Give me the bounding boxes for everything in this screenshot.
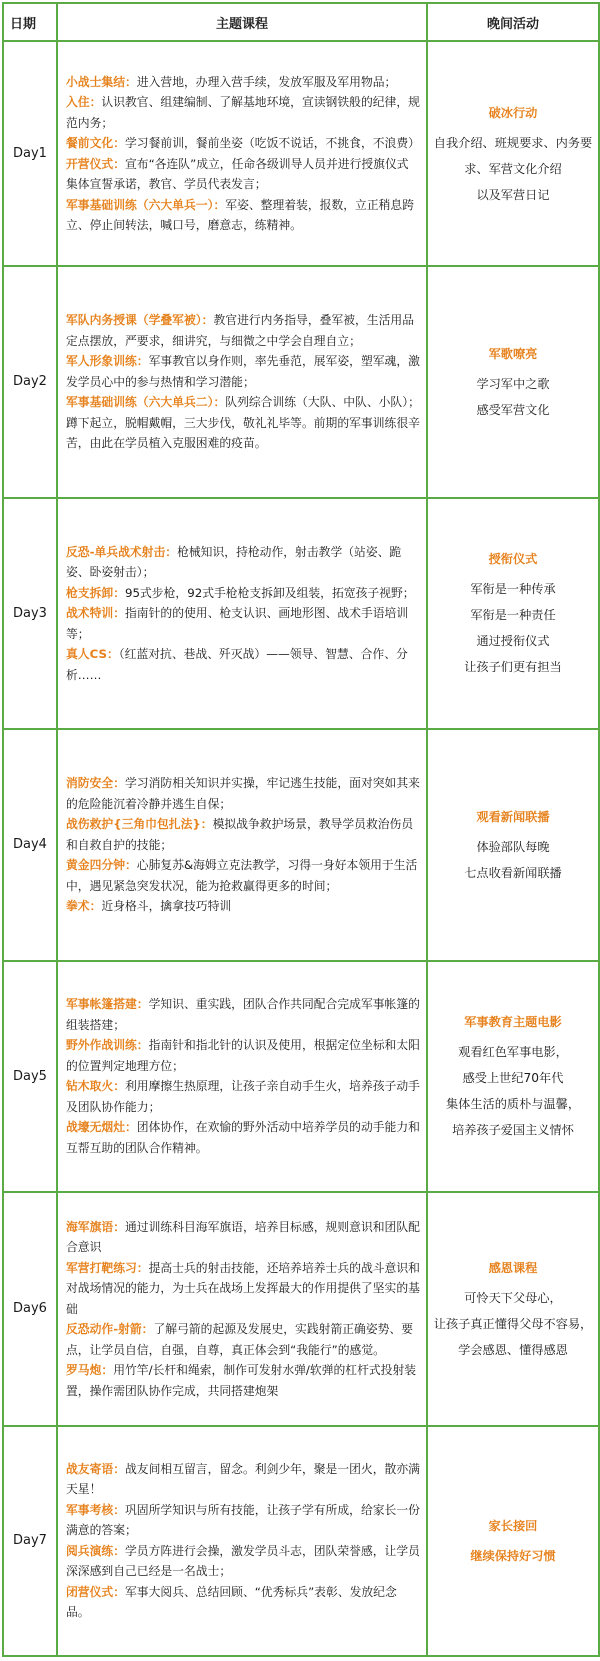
course-item-text: 利用摩擦生热原理，让孩子亲自动手生火，培养孩子动手及团队协作能力； [66,1079,420,1114]
course-item [66,1035,420,1076]
course-item [66,583,420,604]
course-item-title: 开营仪式： [66,156,125,171]
course-cell [57,498,427,729]
course-cell [57,729,427,960]
day-row [3,961,599,1192]
evening-line: 感受上世纪70年代 [462,1071,564,1086]
table-header-row [3,3,599,41]
course-item-text: 团体协作，在欢愉的野外活动中培养学员的动手能力和互帮互助的团队合作精神。 [66,1120,420,1155]
course-item-title: 战伤救护{三角巾包扎法}： [66,817,213,832]
course-cell [57,1426,427,1656]
course-item-title: 军事帐篷搭建： [66,997,149,1012]
course-item [66,351,420,392]
evening-title: 授衔仪式 [488,552,538,567]
course-cell [57,41,427,266]
evening-line: 集体生活的质朴与温馨， [445,1097,581,1112]
evening-cell [427,729,599,960]
course-item-title: 黄金四分钟： [66,858,137,873]
course-cell [57,1192,427,1426]
course-item-text: 了解弓箭的起源及发展史，实践射箭正确姿势、要点，让学员自信，自强，自尊，真正体会到“我能行”的感觉。 [66,1322,414,1357]
course-item [66,603,420,644]
evening-line: 可怜天下父母心， [464,1290,562,1305]
course-item-title: 战术特训： [66,606,125,621]
evening-line: 学习军中之歌 [476,376,550,391]
header-course: 主题课程 [57,3,427,41]
course-item-title: 军事考核： [66,1502,125,1517]
evening-line: 继续保持好习惯 [470,1548,556,1563]
course-item-title: 军事基础训练（六大单兵二）： [66,395,226,410]
course-item [66,195,420,236]
course-item-text: 学习消防相关知识并实操，牢记逃生技能，面对突如其来的危险能沉着冷静并逃生自保； [66,776,420,811]
day-label: Day5 [3,961,57,1192]
course-item-text: 枪械知识，持枪动作，射击教学（站姿、跪姿、卧姿射击）； [66,544,402,580]
course-item-title: 阅兵演练： [66,1543,125,1558]
evening-title: 军歌嘹亮 [488,346,538,361]
evening-title: 感恩课程 [488,1260,538,1275]
course-item [66,392,420,454]
evening-line: 通过授衔仪式 [476,634,550,649]
course-item-text: 95式步枪，92式手枪枪支拆卸及组装，拓宽孩子视野； [125,585,415,600]
evening-line: 观看红色军事电影， [458,1045,568,1060]
course-item [66,1117,420,1158]
course-item-title: 战友寄语： [66,1461,125,1476]
day-label: Day7 [3,1426,57,1656]
course-cell [57,266,427,497]
day-row [3,266,599,497]
course-item-text: 学员方阵进行会操，激发学员斗志，团队荣誉感，让学员深深感到自己已经是一名战士； [66,1543,420,1579]
course-item [66,814,420,855]
evening-line: 培养孩子爱国主义情怀 [452,1123,574,1138]
course-item-text: 心肺复苏&海姆立克法教学，习得一身好本领用于生活中，遇见紧急突发状况，能为抢救赢得更多的时间； [66,858,418,893]
course-item-title: 反恐动作-射箭： [66,1322,154,1337]
evening-line: 让孩子们更有担当 [464,660,562,675]
day-row [3,41,599,266]
evening-title: 破冰行动 [488,105,538,120]
course-item-text: 战友间相互留言，留念。利剑少年，聚是一团火，散亦满天星！ [66,1461,420,1497]
course-item-text: 认识教官、组建编制、了解基地环境，宣读钢铁般的纪律，规范内务； [66,95,420,130]
course-item [66,154,420,195]
evening-line: 军衔是一种责任 [470,608,556,623]
course-item [66,773,420,814]
course-item [66,855,420,896]
course-item-title: 枪支拆卸： [66,585,125,600]
evening-line: 以及军营日记 [476,187,550,202]
course-item [66,72,420,93]
day-row [3,1426,599,1656]
day-row [3,498,599,729]
course-item-text: 近身格斗，擒拿技巧特训 [101,899,232,914]
camp-schedule-table [2,2,600,1657]
evening-line: 体验部队每晚 [476,839,550,854]
course-item [66,1258,420,1320]
evening-line: 军衔是一种传承 [470,582,556,597]
course-item-text: 军事教官以身作则，率先垂范，展军姿，塑军魂，激发学员心中的参与热情和学习潜能； [66,354,420,389]
course-item-title: 军队内务授课（学叠军被）： [66,313,214,328]
course-item-title: 军营打靶练习： [66,1260,149,1275]
evening-cell [427,498,599,729]
course-item-text: （红蓝对抗、巷战、歼灭战）——领导、智慧、合作、分析…… [66,647,408,682]
course-item [66,994,420,1035]
day-row [3,1192,599,1426]
header-day: 日期 [3,3,57,41]
course-item-title: 闭营仪式： [66,1584,125,1599]
course-item-text: 学知识、重实践，团队合作共同配合完成军事帐篷的组装搭建； [66,997,420,1032]
course-item-text: 军姿、整理着装，报数，立正稍息跨立、停止间转法，喊口号，磨意志，练精神。 [66,197,415,233]
evening-title: 家长接回 [488,1518,538,1533]
course-item-text: 学习餐前训，餐前坐姿（吃饭不说话，不挑食，不浪费） [125,136,420,151]
day-label: Day2 [3,266,57,497]
evening-title: 军事教育主题电影 [464,1015,562,1030]
course-item-title: 钻木取火： [66,1079,125,1094]
course-item-title: 餐前文化： [66,136,125,151]
course-item-title: 军事基础训练（六大单兵一）： [66,197,226,212]
course-item-title: 战壕无烟灶： [66,1120,137,1135]
course-item-title: 罗马炮： [66,1363,114,1378]
evening-cell [427,266,599,497]
course-item-text: 教官进行内务指导，叠军被，生活用品定点摆放，严要求，细讲究，与细微之中学会自理自立； [66,313,415,348]
course-item-text: 宣布“各连队”成立，任命各级训导人员并进行授旗仪式集体宣誓承诺，教官、学员代表发言； [66,156,409,192]
evening-cell [427,961,599,1192]
course-item-text: 指南针和指北针的认识及使用，根据定位坐标和太阳的位置判定地理方位； [66,1038,420,1073]
evening-cell [427,1426,599,1656]
course-item-text: 巩固所学知识与所有技能，让孩子学有所成，给家长一份满意的答案； [66,1502,420,1538]
day-label: Day4 [3,729,57,960]
day-label: Day1 [3,41,57,266]
course-item-text: 通过训练科目海军旗语，培养目标感，规则意识和团队配合意识 [66,1219,420,1255]
course-item-text: 提高士兵的射击技能，还培养培养士兵的战斗意识和对战场情况的能力，为士兵在战场上发挥最大的作用提供了坚实的基础 [66,1260,420,1316]
course-item [66,1582,420,1623]
course-item [66,1319,420,1360]
course-item-title: 拳术： [66,899,102,914]
day-row [3,729,599,960]
course-item [66,1076,420,1117]
course-item [66,542,420,583]
evening-line: 让孩子真正懂得父母不容易， [433,1316,593,1331]
course-item-text: 队列综合训练（大队、中队、小队）；蹲下起立，脱帽戴帽，三大步伐，敬礼礼毕等。前期的军事训练很辛苦，由此在学员植入克服困难的疫苗。 [66,395,420,451]
day-label: Day3 [3,498,57,729]
evening-line: 感受军营文化 [476,402,550,417]
course-item-title: 真人CS： [66,647,119,662]
course-item-text: 模拟战争救护场景，教导学员救治伤员和自救自护的技能； [66,817,414,852]
course-item [66,1500,420,1541]
day-label: Day6 [3,1192,57,1426]
course-item [66,1541,420,1582]
course-item [66,1217,420,1258]
course-item-title: 野外作战训练： [66,1038,149,1053]
evening-cell [427,41,599,266]
course-item-text: 进入营地，办理入营手续，发放军服及军用物品； [136,74,397,89]
course-item-title: 军人形象训练： [66,354,149,369]
course-item-title: 反恐-单兵战术射击： [66,544,178,559]
evening-line: 七点收看新闻联播 [464,865,562,880]
evening-line: 自我介绍、班规要求、内务要求、军营文化介绍 [433,135,593,176]
evening-line: 学会感恩、懂得感恩 [458,1342,568,1357]
course-item-text: 用竹竿/长杆和绳索，制作可发射水弹/软弹的杠杆式投射装置，操作需团队协作完成，共同搭建炮架 [66,1363,417,1398]
course-cell [57,961,427,1192]
header-evening: 晚间活动 [427,3,599,41]
course-item [66,644,420,685]
course-item [66,133,420,154]
course-item [66,896,420,917]
evening-title: 观看新闻联播 [476,809,550,824]
course-item [66,310,420,351]
course-item-title: 消防安全： [66,776,125,791]
course-item [66,92,420,133]
course-item-text: 军事大阅兵、总结回顾、“优秀标兵”表彰、发放纪念品。 [66,1584,397,1620]
course-item-text: 指南针的的使用、枪支认识、画地形图、战术手语培训等； [66,606,409,641]
evening-cell [427,1192,599,1426]
course-item [66,1459,420,1500]
course-item [66,1360,420,1401]
course-item-title: 海军旗语： [66,1219,125,1234]
course-item-title: 入住： [66,95,102,110]
course-item-title: 小战士集结： [66,74,137,89]
